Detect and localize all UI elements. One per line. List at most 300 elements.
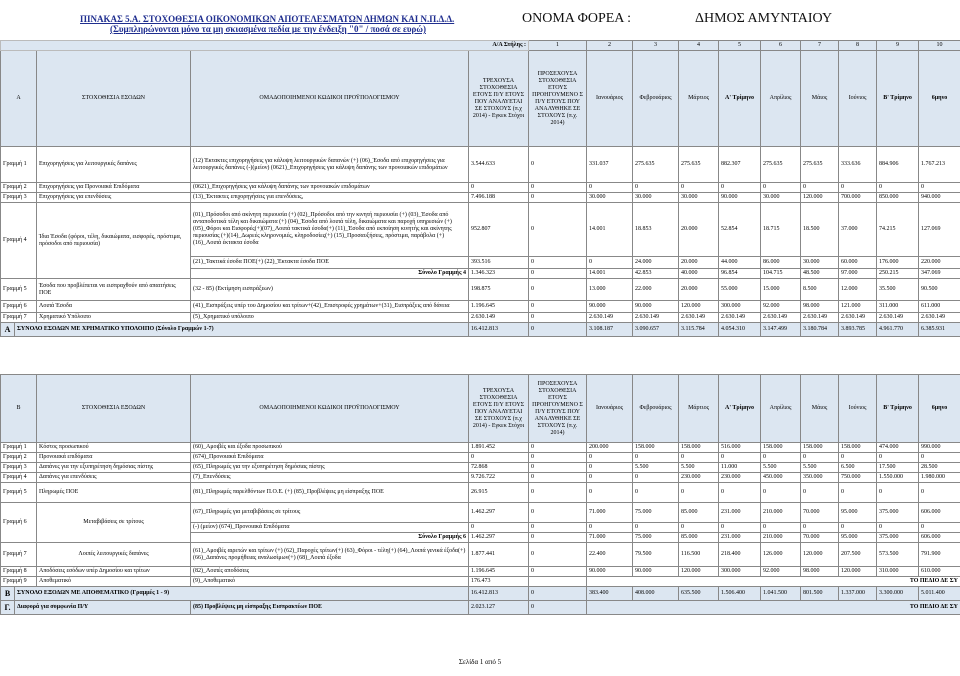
- row-value: 1.196.645: [469, 567, 529, 577]
- row-code: (82)_Λοιπές αποδόσεις: [191, 567, 469, 577]
- row-value: 90.000: [633, 301, 679, 313]
- foreas-label: ΟΝΟΜΑ ΦΟΡΕΑ :: [522, 11, 632, 26]
- row-value: 250.215: [877, 269, 919, 279]
- table-row: [1, 577, 960, 587]
- col-header-quarter: Β' Τρίμηνο: [877, 375, 919, 443]
- row-value: 0: [529, 313, 587, 323]
- row-value: 98.000: [801, 301, 839, 313]
- row-code: (0621)_Επιχορηγήσεις για κάλυψη δαπάνης των προνοιακών επιδομάτων: [191, 183, 469, 193]
- row-value: 90.500: [919, 279, 960, 301]
- row-value: 218.400: [719, 543, 761, 567]
- row-value: 104.715: [761, 269, 801, 279]
- row-value: 300.000: [719, 567, 761, 577]
- row-value: 0: [719, 183, 761, 193]
- row-value: 42.853: [633, 269, 679, 279]
- row-value: 90.000: [587, 567, 633, 577]
- row-value: 884.906: [877, 147, 919, 183]
- row-value: 0: [529, 203, 587, 257]
- row-value: 231.000: [719, 533, 761, 543]
- row-value: 230.000: [679, 473, 719, 483]
- row-value: 22.000: [633, 279, 679, 301]
- row-value: 120.000: [801, 193, 839, 203]
- col-number: 5: [719, 41, 761, 51]
- row-value: 0: [919, 523, 960, 533]
- total-value: 635.500: [679, 587, 719, 601]
- row-code: Σύνολο Γραμμής 6: [191, 533, 469, 543]
- row-value: 0: [633, 523, 679, 533]
- note-right: ΤΟ ΠΕΔΙΟ ΔΕ ΣΥ: [587, 577, 960, 587]
- row-code: (01)_Πρόσοδοι από ακίνητη περιουσία (+) (02)_Πρόσοδοι από την κινητή περιουσία (+) (03)_Έσοδα από ανταποδοτικά τέλη και δικαιώματα (+) (04)_Έσοδα από λοιπά τέλη, δικαιώματα και παροχή υπηρεσιών (+) (05)_Φόροι και Εισφορές(+)(07)_Λοιπά τακτικά έσοδα(+) (11)_Έσοδα από εκποίηση κινητής και ακίνητης περιουσίας (+)(14)_Δωρεές κληρονομιές, κληροδοσίες(+) (15)_Προσαυξήσεις, πρόστιμα, παράβολα (+) (16)_Λοιπά έκτακτα έσοδα: [191, 203, 469, 257]
- row-value: 30.000: [801, 257, 839, 269]
- row-description: Μεταβιβάσεις σε τρίτους: [37, 503, 191, 543]
- row-line-label: Γραμμή 3: [1, 193, 37, 203]
- col-header-stoxothesia: ΣΤΟΧΟΘΕΣΙΑ ΕΞΟΔΩΝ: [37, 375, 191, 443]
- row-value: 0: [679, 483, 719, 503]
- row-value: 85.000: [679, 503, 719, 523]
- row-value: 70.000: [801, 503, 839, 523]
- row-value: 90.000: [587, 301, 633, 313]
- row-value: 30.000: [761, 193, 801, 203]
- row-value: 18.715: [761, 203, 801, 257]
- row-value: 2.630.149: [719, 313, 761, 323]
- row-value: 0: [529, 269, 587, 279]
- row-value: 0: [529, 279, 587, 301]
- row-value: 2.630.149: [919, 313, 960, 323]
- row-value: 0: [529, 543, 587, 567]
- row-value: 210.000: [761, 503, 801, 523]
- row-description: Προνοιακά επιδόματα: [37, 453, 191, 463]
- row-value: 18.500: [801, 203, 839, 257]
- row-value: 275.635: [801, 147, 839, 183]
- row-value: 990.000: [919, 443, 960, 453]
- section-g-id: Γ.: [1, 601, 15, 615]
- row-value: 275.635: [679, 147, 719, 183]
- row-value: 15.000: [761, 279, 801, 301]
- row-value: 30.000: [633, 193, 679, 203]
- row-value: 0: [633, 473, 679, 483]
- col-header-semester: 6μηνο: [919, 375, 960, 443]
- row-value: 55.000: [719, 279, 761, 301]
- row-code: (32 - 85) (Εκτίμηση εισπράξεων): [191, 279, 469, 301]
- row-code: (60)_Αμοιβές και έξοδα προσωπικού: [191, 443, 469, 453]
- row-description: Επιχορηγήσεις για επενδύσεις: [37, 193, 191, 203]
- row-value: 375.000: [877, 503, 919, 523]
- row-value: 30.000: [679, 193, 719, 203]
- row-line-label: Γραμμή 4: [1, 473, 37, 483]
- row-value: 1.196.645: [469, 301, 529, 313]
- row-value: 1.550.000: [877, 473, 919, 483]
- row-value: 516.000: [719, 443, 761, 453]
- row-value: 8.500: [801, 279, 839, 301]
- col-header-month: Μάρτιος: [679, 375, 719, 443]
- row-code: (61)_Αμοιβές αιρετών και τρίτων (+) (62)_Παροχές τρίτων(+) (63)_Φόροι - τέλη(+) (64)_Λοιπά γενικά έξοδα(+) (66)_Δαπάνες προμήθειας αναλωσίμων(+) (68)_Λοιπά έξοδα: [191, 543, 469, 567]
- title-line-2: (Συμπληρώνονται μόνο τα μη σκιασμένα πεδία με την ένδειξη "0" / ποσά σε ευρώ): [110, 24, 426, 34]
- row-value: 0: [839, 483, 877, 503]
- row-value: 0: [529, 533, 587, 543]
- row-value: 700.000: [839, 193, 877, 203]
- row-value: 610.000: [919, 567, 960, 577]
- total-value: 801.500: [801, 587, 839, 601]
- section-id: Β: [1, 375, 37, 443]
- row-value: 176.000: [877, 257, 919, 269]
- section-g-row: [1, 601, 960, 615]
- row-value: 20.000: [679, 279, 719, 301]
- section-g-value-2: 0: [529, 601, 587, 615]
- row-value: 0: [529, 183, 587, 193]
- total-value: 0: [529, 323, 587, 337]
- row-value: 5.500: [633, 463, 679, 473]
- row-description: Χρηματικό Υπόλοιπο: [37, 313, 191, 323]
- row-code: (7)_Επενδύσεις: [191, 473, 469, 483]
- row-value: 200.000: [587, 443, 633, 453]
- col-header-previous: ΠΡΟΣΕΧΟΥΣΑ ΣΤΟΧΟΘΕΣΙΑ ΕΤΟΥΣ ΠΡΟΗΓΟΥΜΕΝΟ Σ Π/Υ ΕΤΟΥΣ ΠΟΥ ΑΝΑΛΥΘΗΚΕ ΣΕ ΣΤΟΧΟΥΣ (π.χ. 2014): [529, 51, 587, 147]
- row-value: 952.807: [469, 203, 529, 257]
- row-line-label: Γραμμή 6: [1, 301, 37, 313]
- table-row: [1, 483, 960, 503]
- row-value: 1.767.213: [919, 147, 960, 183]
- row-value: 95.000: [839, 503, 877, 523]
- row-value: 158.000: [839, 443, 877, 453]
- col-number: 6: [761, 41, 801, 51]
- row-value: 22.400: [587, 543, 633, 567]
- row-line-label: Γραμμή 5: [1, 279, 37, 301]
- row-value: 90.000: [719, 193, 761, 203]
- row-value: 606.000: [919, 533, 960, 543]
- row-line-label: Γραμμή 1: [1, 147, 37, 183]
- row-value: 0: [679, 523, 719, 533]
- col-header-stoxothesia: ΣΤΟΧΟΘΕΣΙΑ ΕΣΟΔΩΝ: [37, 51, 191, 147]
- row-code: (41)_Εισπράξεις υπέρ του Δημοσίου και τρίτων+(42)_Επιστροφές χρημάτων+(31)_Εισπράξεις από δάνεια: [191, 301, 469, 313]
- row-value: 0: [633, 483, 679, 503]
- col-header-month: Μάιος: [801, 375, 839, 443]
- row-description: Λοιπά Έσοδα: [37, 301, 191, 313]
- table-row: [1, 473, 960, 483]
- row-value: 60.000: [839, 257, 877, 269]
- row-code: Σύνολο Γραμμής 4: [191, 269, 469, 279]
- total-value: 1.041.500: [761, 587, 801, 601]
- row-value: 220.000: [919, 257, 960, 269]
- row-value: 2.630.149: [469, 313, 529, 323]
- total-value: 1.506.400: [719, 587, 761, 601]
- col-header-month: Ιανουάριος: [587, 51, 633, 147]
- row-code: (9)_Αποθεματικό: [191, 577, 469, 587]
- row-value: 75.000: [633, 503, 679, 523]
- row-value: 11.000: [719, 463, 761, 473]
- row-value: 0: [919, 183, 960, 193]
- row-value: 2.630.149: [877, 313, 919, 323]
- page-number: Σελίδα 1 από 5: [458, 658, 502, 666]
- row-value: 40.000: [679, 269, 719, 279]
- col-header-month: Ιούνιος: [839, 375, 877, 443]
- row-value: 230.000: [719, 473, 761, 483]
- total-value: 3.893.785: [839, 323, 877, 337]
- section-g-label: Διαφορά για συμφωνία Π/Υ: [15, 601, 191, 615]
- row-value: 375.000: [877, 533, 919, 543]
- col-header-kodikos: ΟΜΑΔΟΠΟΙΗΜΕΝΟΙ ΚΩΔΙΚΟΙ ΠΡΟΫΠΟΛΟΓΙΣΜΟΥ: [191, 51, 469, 147]
- row-value: 350.000: [801, 473, 839, 483]
- row-value: 1.891.452: [469, 443, 529, 453]
- col-number: 10: [919, 41, 960, 51]
- row-value: 347.069: [919, 269, 960, 279]
- row-value: 158.000: [761, 443, 801, 453]
- row-value: 300.000: [719, 301, 761, 313]
- row-value: 96.854: [719, 269, 761, 279]
- row-value: 71.000: [587, 533, 633, 543]
- total-value: 5.011.400: [919, 587, 960, 601]
- row-value: 0: [877, 183, 919, 193]
- row-value: 71.000: [587, 503, 633, 523]
- row-line-label: Γραμμή 2: [1, 453, 37, 463]
- total-label: ΣΥΝΟΛΟ ΕΣΟΔΩΝ ΜΕ ΧΡΗΜΑΤΙΚΟ ΥΠΟΛΟΙΠΟ (Σύνολο Γραμμών 1-7): [15, 323, 469, 337]
- row-value: 275.635: [633, 147, 679, 183]
- row-value: 0: [587, 453, 633, 463]
- row-description: Αποδόσεις εσόδων υπέρ Δημοσίου και τρίτων: [37, 567, 191, 577]
- row-value: 611.000: [919, 301, 960, 313]
- row-value: 20.000: [679, 203, 719, 257]
- row-value: 14.001: [587, 203, 633, 257]
- row-value: 70.000: [801, 533, 839, 543]
- table-section-b: [0, 374, 960, 615]
- row-value: 207.500: [839, 543, 877, 567]
- row-value: 52.854: [719, 203, 761, 257]
- row-value: 28.500: [919, 463, 960, 473]
- row-value: 0: [529, 567, 587, 577]
- row-value: 0: [679, 453, 719, 463]
- row-value: 37.000: [839, 203, 877, 257]
- row-line-label: Γραμμή 9: [1, 577, 37, 587]
- row-value: 5.500: [679, 463, 719, 473]
- row-value: 0: [529, 453, 587, 463]
- row-value: 95.000: [839, 533, 877, 543]
- row-value: 0: [761, 523, 801, 533]
- row-value: 0: [587, 183, 633, 193]
- row-value: 333.636: [839, 147, 877, 183]
- row-value: 0: [839, 523, 877, 533]
- col-number: 9: [877, 41, 919, 51]
- row-value: 0: [529, 193, 587, 203]
- table-row: [1, 301, 960, 313]
- row-value: 450.000: [761, 473, 801, 483]
- total-row: [1, 323, 960, 337]
- row-value: 72.868: [469, 463, 529, 473]
- row-value: 311.000: [877, 301, 919, 313]
- row-value: 0: [877, 483, 919, 503]
- total-value: 6.385.931: [919, 323, 960, 337]
- row-value: 1.877.441: [469, 543, 529, 567]
- total-id: Β: [1, 587, 15, 601]
- table-row: [1, 503, 960, 523]
- section-id: Α: [1, 51, 37, 147]
- row-value: 0: [719, 453, 761, 463]
- row-value: 0: [719, 523, 761, 533]
- row-value: 1.980.000: [919, 473, 960, 483]
- total-value: 3.090.657: [633, 323, 679, 337]
- row-line-label: Γραμμή 3: [1, 463, 37, 473]
- row-value: 9.726.722: [469, 473, 529, 483]
- row-value: 0: [919, 453, 960, 463]
- row-value: 0: [801, 183, 839, 193]
- row-value: 20.000: [679, 257, 719, 269]
- row-value: 0: [801, 523, 839, 533]
- row-value: 0: [633, 183, 679, 193]
- row-line-label: Γραμμή 7: [1, 543, 37, 567]
- row-value: 30.000: [587, 193, 633, 203]
- row-value: 2.630.149: [801, 313, 839, 323]
- row-value: 0: [679, 183, 719, 193]
- section-g-code: (85) Προβλέψεις μη είσπραξης Εισπρακτέων ΠΟΕ: [191, 601, 469, 615]
- col-header-month: Φεβρουάριος: [633, 51, 679, 147]
- row-value: 121.000: [839, 301, 877, 313]
- table-row: [1, 543, 960, 567]
- row-value: 0: [761, 453, 801, 463]
- row-value: 198.875: [469, 279, 529, 301]
- row-line-label: Γραμμή 7: [1, 313, 37, 323]
- row-value: 0: [529, 523, 587, 533]
- row-code: (81)_Πληρωμές παρελθόντων Π.Ο.Ε. (+) (85)_Προβλέψεις μη είσπραξης ΠΟΕ: [191, 483, 469, 503]
- row-value: 6.500: [839, 463, 877, 473]
- row-value: 79.500: [633, 543, 679, 567]
- row-value: 231.000: [719, 503, 761, 523]
- row-description: Επιχορηγήσεις για Προνοιακά Επιδόματα: [37, 183, 191, 193]
- row-value: 120.000: [679, 567, 719, 577]
- row-value: 5.500: [801, 463, 839, 473]
- row-value: 0: [839, 453, 877, 463]
- row-value: 0: [587, 473, 633, 483]
- row-value: 13.000: [587, 279, 633, 301]
- row-value: 158.000: [633, 443, 679, 453]
- row-value: 331.037: [587, 147, 633, 183]
- header-row-a: [1, 51, 960, 147]
- row-value: 0: [877, 453, 919, 463]
- section-g-value: 2.023.127: [469, 601, 529, 615]
- row-value: 275.635: [761, 147, 801, 183]
- row-value: 127.069: [919, 203, 960, 257]
- row-value: 0: [529, 483, 587, 503]
- row-value: 210.000: [761, 533, 801, 543]
- row-value: 116.500: [679, 543, 719, 567]
- total-value: 3.115.784: [679, 323, 719, 337]
- col-header-month: Ιανουάριος: [587, 375, 633, 443]
- header-row-b: [1, 375, 960, 443]
- row-value: 158.000: [679, 443, 719, 453]
- row-value: 0: [761, 183, 801, 193]
- col-number: 2: [587, 41, 633, 51]
- row-value: 1.346.323: [469, 269, 529, 279]
- row-value: 48.500: [801, 269, 839, 279]
- row-code: (65)_Πληρωμές για την εξυπηρέτηση δημόσιας πίστης: [191, 463, 469, 473]
- row-description: Δαπάνες για την εξυπηρέτηση δημόσιας πίστης: [37, 463, 191, 473]
- total-value: 3.147.499: [761, 323, 801, 337]
- row-value: 1.462.297: [469, 533, 529, 543]
- row-value: 0: [469, 453, 529, 463]
- row-value: 750.000: [839, 473, 877, 483]
- table-row: [1, 279, 960, 301]
- row-value: 2.630.149: [761, 313, 801, 323]
- row-value: 74.215: [877, 203, 919, 257]
- col-header-month: Μάιος: [801, 51, 839, 147]
- row-value: 7.496.188: [469, 193, 529, 203]
- row-value: 0: [633, 453, 679, 463]
- row-value: 573.500: [877, 543, 919, 567]
- col-header-quarter: Β' Τρίμηνο: [877, 51, 919, 147]
- total-value: 0: [529, 587, 587, 601]
- row-value: 0: [529, 443, 587, 453]
- row-value: 12.000: [839, 279, 877, 301]
- row-value: 0: [529, 503, 587, 523]
- row-value: 0: [529, 301, 587, 313]
- title-line-1: ΠΙΝΑΚΑΣ 5.Α. ΣΤΟΧΟΘΕΣΙΑ ΟΙΚΟΝΟΜΙΚΩΝ ΑΠΟΤΕΛΕΣΜΑΤΩΝ ΔΗΜΩΝ ΚΑΙ Ν.Π.Δ.Δ.: [80, 14, 455, 24]
- row-value: 176.473: [469, 577, 529, 587]
- row-code: (13)_Έκτακτες επιχορηγήσεις για επενδύσεις,: [191, 193, 469, 203]
- col-header-quarter: Α' Τρίμηνο: [719, 375, 761, 443]
- row-description: Δαπάνες για επενδύσεις: [37, 473, 191, 483]
- col-number: 1: [529, 41, 587, 51]
- total-row: [1, 587, 960, 601]
- row-value: 474.000: [877, 443, 919, 453]
- row-value: 0: [919, 483, 960, 503]
- col-numbers-label: Α/Α Στήλης :: [1, 41, 529, 51]
- row-description: Πληρωμές ΠΟΕ: [37, 483, 191, 503]
- col-header-quarter: Α' Τρίμηνο: [719, 51, 761, 147]
- total-value: 16.412.813: [469, 323, 529, 337]
- row-value: 0: [877, 523, 919, 533]
- table-row: [1, 313, 960, 323]
- row-value: 97.000: [839, 269, 877, 279]
- row-value: 0: [587, 257, 633, 269]
- row-value: 0: [529, 473, 587, 483]
- row-value: 393.516: [469, 257, 529, 269]
- row-value: 310.000: [877, 567, 919, 577]
- table-row: [1, 443, 960, 453]
- row-code: (674)_Προνοιακά Επιδόματα: [191, 453, 469, 463]
- total-label: ΣΥΝΟΛΟ ΕΞΟΔΩΝ ΜΕ ΑΠΟΘΕΜΑΤΙΚΟ (Γραμμές 1 - 9): [15, 587, 469, 601]
- row-value: 120.000: [839, 567, 877, 577]
- row-code: (21)_Τακτικά έσοδα ΠΟΕ(+) (22)_Έκτακτα έσοδα ΠΟΕ: [191, 257, 469, 269]
- row-value: 2.630.149: [587, 313, 633, 323]
- col-header-current: ΤΡΕΧΟΥΣΑ ΣΤΟΧΟΘΕΣΙΑ ΕΤΟΥΣ Π/Υ ΕΤΟΥΣ ΠΟΥ ΑΝΑΛΥΕΤΑΙ ΣΕ ΣΤΟΧΟΥΣ (π.χ 2014) - Εγκεκ Στόχοι: [469, 375, 529, 443]
- total-value: 408.000: [633, 587, 679, 601]
- row-value: 0: [529, 257, 587, 269]
- row-value: 0: [469, 523, 529, 533]
- row-value: 0: [587, 523, 633, 533]
- table-section-a: [0, 40, 960, 337]
- row-description: Επιχορηγήσεις για λειτουργικές δαπάνες: [37, 147, 191, 183]
- row-description: Λοιπές λειτουργικές δαπάνες: [37, 543, 191, 567]
- row-value: 3.544.633: [469, 147, 529, 183]
- row-value: [529, 577, 587, 587]
- note-right: ΤΟ ΠΕΔΙΟ ΔΕ ΣΥ: [587, 601, 960, 615]
- col-header-current: ΤΡΕΧΟΥΣΑ ΣΤΟΧΟΘΕΣΙΑ ΕΤΟΥΣ Π/Υ ΕΤΟΥΣ ΠΟΥ ΑΝΑΛΥΕΤΑΙ ΣΕ ΣΤΟΧΟΥΣ (π.χ 2014) - Εγκεκ Στόχοι: [469, 51, 529, 147]
- col-header-previous: ΠΡΟΣΕΧΟΥΣΑ ΣΤΟΧΟΘΕΣΙΑ ΕΤΟΥΣ ΠΡΟΗΓΟΥΜΕΝΟ Σ Π/Υ ΕΤΟΥΣ ΠΟΥ ΑΝΑΛΥΘΗΚΕ ΣΕ ΣΤΟΧΟΥΣ (π.χ. 2014): [529, 375, 587, 443]
- row-code: (5)_Χρηματικό υπόλοιπο: [191, 313, 469, 323]
- row-value: 2.630.149: [839, 313, 877, 323]
- row-value: 2.630.149: [633, 313, 679, 323]
- table-row: [1, 203, 960, 257]
- row-description: Έσοδα που προβλέπεται να εισπραχθούν από απαιτήσεις ΠΟΕ: [37, 279, 191, 301]
- row-value: 126.000: [761, 543, 801, 567]
- foreas-name: ΔΗΜΟΣ ΑΜΥΝΤΑΙΟΥ: [695, 11, 833, 26]
- row-value: 90.000: [633, 567, 679, 577]
- row-description: Ίδια Έσοδα (φόροι, τέλη, δικαιώματα, εισφορές, πρόστιμα, πρόσοδοι από περιουσία): [37, 203, 191, 279]
- row-value: 0: [587, 463, 633, 473]
- row-value: 92.000: [761, 301, 801, 313]
- table-row: [1, 193, 960, 203]
- row-value: 0: [529, 147, 587, 183]
- row-value: 14.001: [587, 269, 633, 279]
- row-value: 18.853: [633, 203, 679, 257]
- total-value: 4.054.310: [719, 323, 761, 337]
- row-line-label: Γραμμή 8: [1, 567, 37, 577]
